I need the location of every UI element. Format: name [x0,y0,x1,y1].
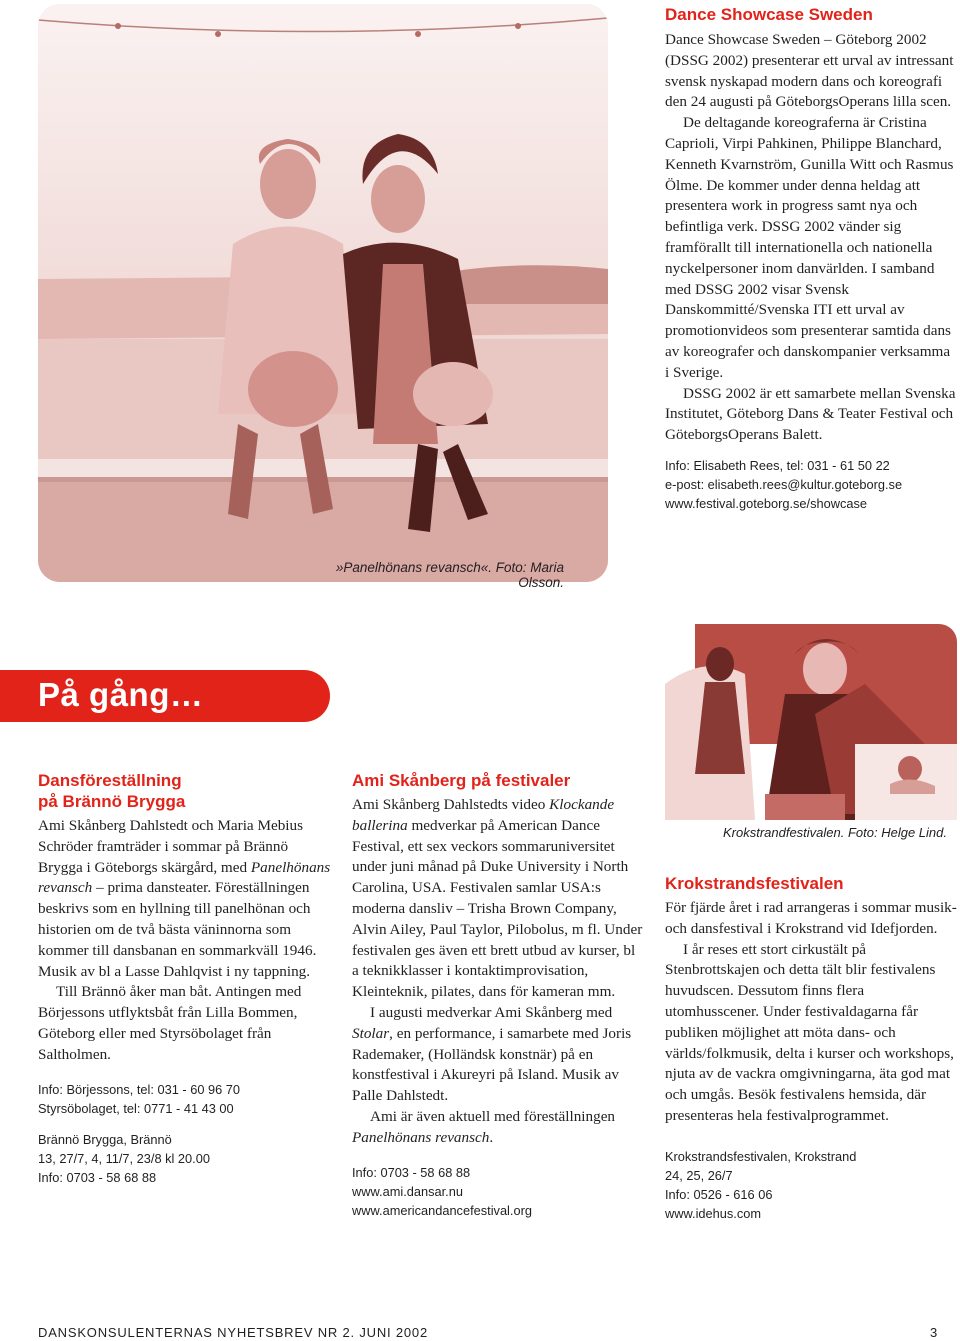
info-line: Info: 0703 - 58 68 88 [352,1164,471,1180]
paragraph: Ami Skånberg Dahlstedt och Maria Mebius Schröder framträder i sommar på Brännö Brygga i Göteborgs skärgård, med Panelhönans revansch – prima dansteater. Föreställningen beskrivs som en hyllning till panelhönan och historien om de två bästa väninnorna som kommer till dansbanan en sommarkväll 1946. Musik av bl a Lasse Dahlqvist i ny tappning. [38,817,331,980]
info-line: Styrsöbolaget, tel: 0771 - 41 43 00 [38,1100,234,1116]
photo-illustration [38,4,608,582]
article-heading [38,770,333,812]
info-line: Info: 0526 - 616 06 [665,1186,773,1202]
paragraph: Dance Showcase Sweden – Göteborg 2002 (DSSG 2002) presenterar ett urval av intressant svensk nyskapad modern dans och koreografi den 24 augusti på GöteborgsOperans lilla scen. [665,31,954,111]
info-line[interactable]: e-post: elisabeth.rees@kultur.goteborg.se [665,476,903,492]
article-info [38,1080,333,1187]
article-heading: Ami Skånberg på festivaler [352,771,571,790]
article-body [38,816,333,1066]
page-number: 3 [930,1325,938,1340]
footer-publication: DANSKONSULENTERNAS NYHETSBREV NR 2. JUNI 2002 [38,1325,428,1340]
info-link[interactable]: www.ami.dansar.nu [352,1183,463,1199]
article-info [665,456,957,513]
info-link[interactable]: www.idehus.com [665,1205,762,1221]
paragraph: Ami är även aktuell med föreställningen Panelhönans revansch. [352,1107,616,1146]
article-heading: Dance Showcase Sweden [665,5,873,24]
info-line[interactable]: www.festival.goteborg.se/showcase [665,495,868,511]
info-line: Info: Börjessons, tel: 031 - 60 96 70 [38,1081,241,1097]
paragraph: Till Brännö åker man båt. Antingen med Börjessons utflyktsbåt från Lilla Bommen, Göteborg eller med Styrsöbolaget från Saltholmen. [38,983,302,1063]
article-heading: Krokstrandsfestivalen [665,874,844,893]
paragraph: För fjärde året i rad arrangeras i sommar musik- och dansfestival i Krokstrand vid Idefjorden. [665,899,957,937]
photo-caption: Krokstrandfestivalen. Foto: Helge Lind. [722,825,947,840]
heading-line: Dansföreställning [38,771,182,790]
banner-label: På gång… [38,676,204,713]
info-line: 13, 27/7, 4, 11/7, 23/8 kl 20.00 [38,1150,210,1166]
paragraph: Ami Skånberg Dahlstedts video Klockande ballerina medverkar på American Dance Festival, ett sex veckors sommaruniversitet under juni månad på Duke University i North Carolina, USA. Festivalen samlar USA:s moderna dansliv – Trisha Brown Company, Alvin Ailey, Paul Taylor, Pilobolus, m fl. Under festivalen ges även ett brett utbud av kurser, bl a teknikklasser i kontaktimprovisation, Kleinteknik, pilates, dans för kameran mm. [352,796,643,1001]
info-line: Krokstrandsfestivalen, Krokstrand [665,1148,857,1164]
photo-collage [665,624,957,820]
article-dansforestallning [38,770,333,1187]
info-line: Info: Elisabeth Rees, tel: 031 - 61 50 22 [665,457,890,473]
article-krokstrandsfestivalen [665,873,957,1223]
article-body [352,795,644,1149]
article-info [352,1163,644,1220]
info-line: 24, 25, 26/7 [665,1167,733,1183]
info-link[interactable]: www.americandancefestival.org [352,1202,532,1218]
article-ami-skanberg [352,770,644,1220]
info-line: Brännö Brygga, Brännö [38,1131,172,1147]
section-banner [0,670,330,722]
article-info [665,1147,957,1223]
photo-krokstrandfestivalen [665,624,957,820]
paragraph: I augusti medverkar Ami Skånberg med Stolar, en performance, i samarbete med Joris Rademaker, (Holländsk konstnär) på en konstfestival i Akureyri på Island. Musik av Palle Dahlstedt. [352,1003,632,1105]
heading-line: på Brännö Brygga [38,792,186,811]
article-body [665,30,957,446]
photo-panelhonans-revansch [38,4,608,582]
article-body [665,898,957,1127]
paragraph: De deltagande koreograferna är Cristina Caprioli, Virpi Pahkinen, Philippe Blanchard, Kenneth Kvarnström, Gunilla Witt och Rasmus Ölme. De kommer under denna heldag att presentera work in progress samt nya och befintliga verk. DSSG 2002 vänder sig framförallt till internationella och nationella nyckelpersoner inom danvärlden. I samband med DSSG 2002 visar Svensk Danskommitté/Svenska ITI ett urval av promotionvideos som presenterar samtida dans av koreografer och danskompanier verksamma i Sverige. [665,114,954,381]
article-dance-showcase [665,4,957,513]
paragraph: DSSG 2002 är ett samarbete mellan Svenska Institutet, Göteborg Dans & Teater Festival och GöteborgsOperans Balett. [665,384,956,444]
info-line: Info: 0703 - 58 68 88 [38,1169,157,1185]
photo-caption: »Panelhönans revansch«. Foto: Maria Olsson. [335,560,564,590]
paragraph: I år reses ett stort cirkustält på Stenbrottskajen och detta tält blir festivalens huvudscen. Dessutom finns flera utomhusscener. Under festivaldagarna får publiken möjlighet att möta dans- och världs/folkmusik, delta i kurser och workshops, njuta av de vackra omgivningarna, äta god mat och umgås. Besök festivalens hemsida, där presenteras hela festivalprogrammet. [665,940,954,1124]
